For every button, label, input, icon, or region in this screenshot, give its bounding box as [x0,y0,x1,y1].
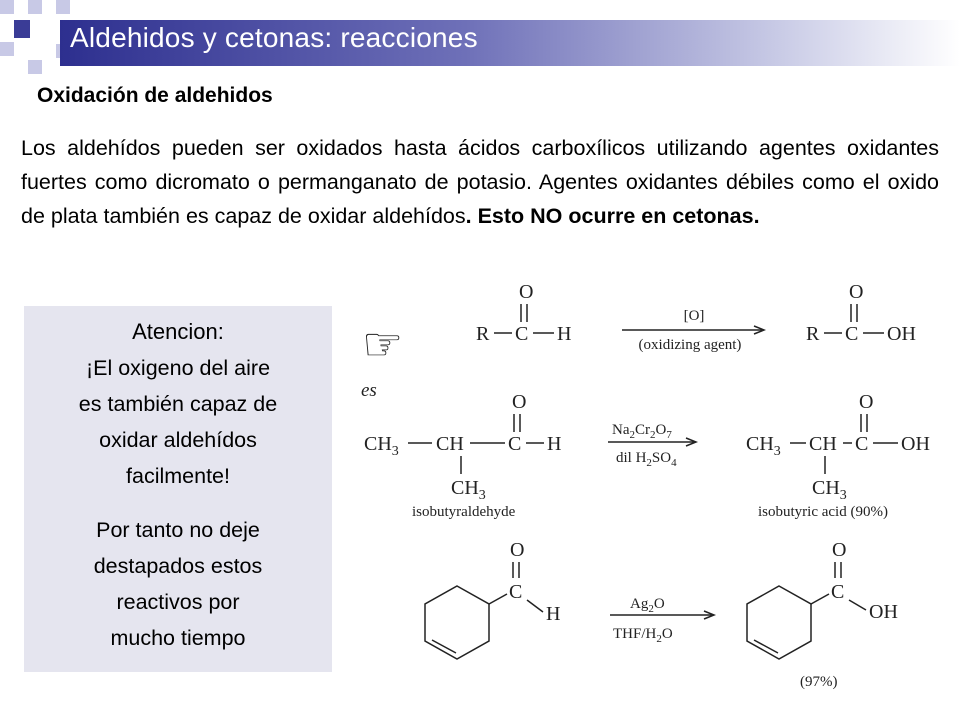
note-line: mucho tiempo [110,626,246,650]
decor-square [0,0,14,14]
es-label: es [361,380,377,401]
atom-label: $CH_3$ [364,433,399,459]
reagent-bottom: THF/$H_2O$ [613,626,673,645]
note-line: oxidar aldehídos [99,428,257,452]
attention-note [24,306,332,672]
atom-label: H [546,603,561,625]
atom-label: CH [436,433,464,455]
reagent-top: $Na_2Cr_2O_7$ [612,422,672,441]
reagent-top: [O] [683,308,705,324]
atom-label: C [509,581,523,603]
product-yield: (97%) [800,674,838,690]
atom-label: $CH_3$ [812,477,847,503]
atom-label: OH [869,601,898,623]
atom-label: R [476,323,490,345]
reaction-2 [364,391,930,520]
body-bold-text: . Esto NO ocurre en cetonas. [465,204,760,228]
atom-label: $CH_3$ [451,477,486,503]
atom-label: CH [809,433,837,455]
atom-label: O [849,281,864,303]
reagent-bottom: dil $H_2SO_4$ [616,450,677,469]
cyclohexene-ring [747,586,811,659]
product-name: isobutyric acid (90%) [758,504,888,520]
reaction-3 [425,539,898,690]
note-heading: Atencion: [132,319,224,344]
atom-label: OH [887,323,916,345]
atom-label: H [547,433,562,455]
decor-square [0,42,14,56]
cyclohexene-ring [425,586,489,659]
atom-label: O [512,391,527,413]
note-line: ¡El oxigeno del aire [85,356,271,380]
atom-label: R [806,323,820,345]
note-line: destapados estos [93,554,263,578]
atom-label: C [855,433,869,455]
note-line: reactivos por [116,590,240,614]
atom-label: O [519,281,534,303]
atom-label: C [831,581,845,603]
atom-label: C [508,433,522,455]
decor-square [28,60,42,74]
reactant-name: isobutyraldehyde [412,504,516,520]
atom-label: O [859,391,874,413]
slide-title: Aldehidos y cetonas: reacciones [70,22,478,53]
pointing-hand-icon: ☞ [362,319,404,370]
decor-square [28,0,42,14]
reaction-1 [476,281,916,353]
reagent-top: $Ag_2O$ [630,596,665,615]
body-text: Los aldehídos pueden ser oxidados hasta ácidos carboxílicos utilizando agentes oxidantes fuertes como dicromato o permanganato de potasio. Agentes oxidantes débiles como el oxido de plata también es capaz de oxidar aldehídos [21,136,939,228]
section-heading: Oxidación de aldehidos [37,84,273,107]
reagent-bottom: (oxidizing agent) [638,337,742,353]
note-line: facilmente! [126,464,230,488]
atom-label: O [832,539,847,561]
atom-label: OH [901,433,930,455]
decor-square [56,0,70,14]
atom-label: H [557,323,572,345]
atom-label: O [510,539,525,561]
atom-label: C [515,323,529,345]
body-paragraph [21,131,939,233]
decor-square [14,20,30,38]
note-line: Por tanto no deje [96,518,260,542]
note-line: es también capaz de [78,392,278,416]
atom-label: $CH_3$ [746,433,781,459]
atom-label: C [845,323,859,345]
reaction-scheme [340,276,960,720]
